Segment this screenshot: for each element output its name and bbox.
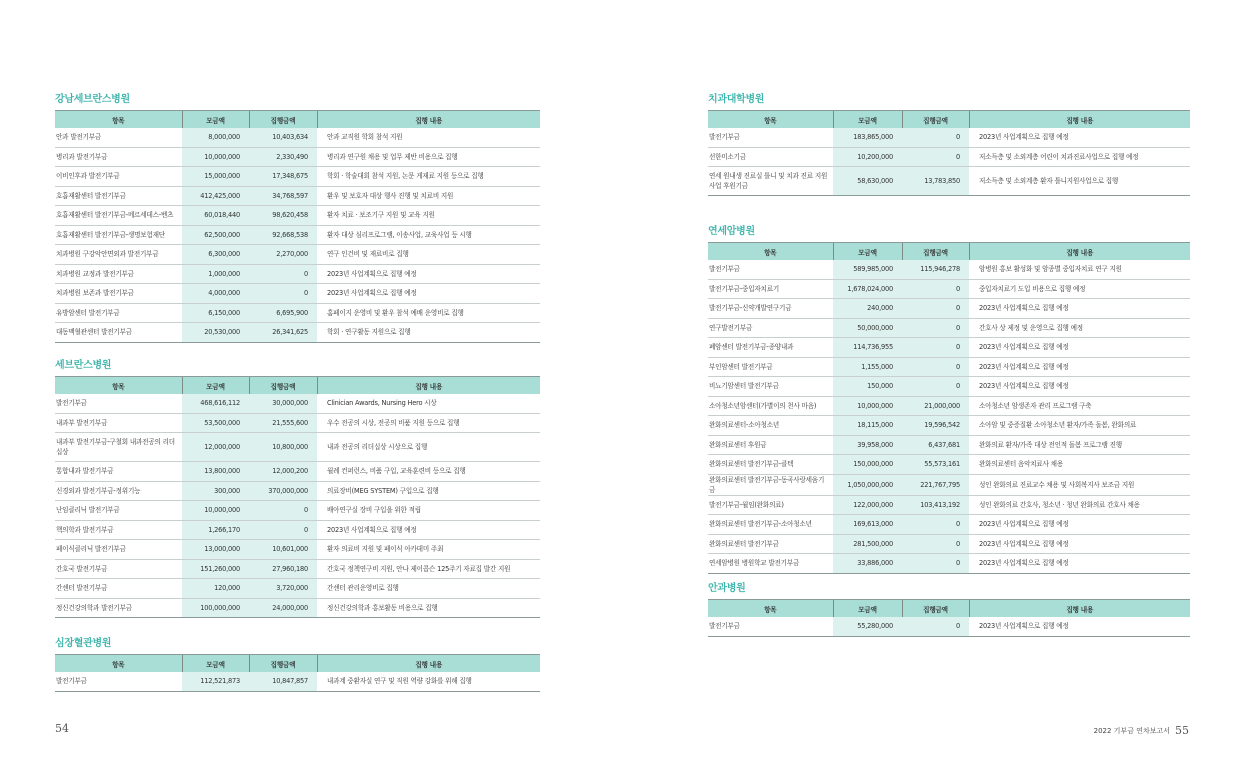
cell-raised: 10,000,000 [182, 501, 249, 521]
section-title: 심장혈관병원 [55, 638, 112, 649]
section-eye-hospital [708, 582, 1190, 637]
table-row [708, 554, 1190, 574]
cell-raised: 114,736,955 [833, 338, 902, 358]
cell-description: 소아청소년 암생존자 관리 프로그램 구축 [969, 396, 1190, 416]
header-description: 집행 내용 [317, 377, 540, 395]
table-header-row [708, 111, 1190, 129]
cell-description: 완화의료 환자/가족 대상 전인적 돌봄 프로그램 진행 [969, 435, 1190, 455]
header-description: 집행 내용 [317, 655, 540, 673]
cell-raised: 10,200,000 [833, 147, 902, 167]
donation-table [708, 242, 1190, 574]
cell-raised: 468,616,112 [182, 394, 249, 413]
cell-raised: 60,018,440 [182, 206, 249, 226]
cell-spent: 6,437,681 [902, 435, 969, 455]
table-row [708, 435, 1190, 455]
cell-raised: 8,000,000 [182, 128, 249, 147]
cell-spent: 10,847,857 [249, 672, 317, 691]
cell-description: 내과 전공의 리더십상 시상으로 집행 [317, 433, 540, 462]
table-row [55, 128, 540, 147]
cell-spent: 10,403,634 [249, 128, 317, 147]
header-item: 항목 [55, 377, 182, 395]
cell-spent: 3,720,000 [249, 579, 317, 599]
cell-description: Clinician Awards, Nursing Hero 시상 [317, 394, 540, 413]
cell-spent: 0 [249, 284, 317, 304]
cell-raised: 281,500,000 [833, 534, 902, 554]
cell-raised: 10,000,000 [833, 396, 902, 416]
cell-raised: 12,000,000 [182, 433, 249, 462]
cell-item: 호흡재활센터 발전기부금-생명보험재단 [55, 225, 182, 245]
cell-item: 발전기부금-신약개발연구기금 [708, 299, 833, 319]
cell-spent: 0 [902, 534, 969, 554]
table-header-row [55, 377, 540, 395]
donation-table [55, 654, 540, 692]
cell-description: 환우 및 보호자 대상 행사 진행 및 치료비 지원 [317, 186, 540, 206]
header-spent: 집행금액 [249, 655, 317, 673]
cell-spent: 27,960,180 [249, 559, 317, 579]
cell-spent: 0 [902, 357, 969, 377]
cell-raised: 183,865,000 [833, 128, 902, 147]
cell-spent: 0 [902, 147, 969, 167]
cell-raised: 120,000 [182, 579, 249, 599]
header-description: 집행 내용 [969, 243, 1190, 261]
header-description: 집행 내용 [969, 600, 1190, 618]
cell-spent: 21,555,600 [249, 413, 317, 433]
cell-item: 발전기부금-중입자치료기 [708, 279, 833, 299]
cell-description: 2023년 사업계획으로 집행 예정 [969, 534, 1190, 554]
cell-spent: 17,348,675 [249, 167, 317, 187]
table-row [55, 303, 540, 323]
table-row [708, 534, 1190, 554]
cell-description: 성인 완화의료 진료교수 채용 및 사회복지사 보조금 지원 [969, 474, 1190, 495]
cell-raised: 151,260,000 [182, 559, 249, 579]
table-row [708, 455, 1190, 475]
header-item: 항목 [708, 600, 833, 618]
cell-item: 발전기부금 [708, 260, 833, 279]
cell-description: 내과계 중환자실 연구 및 직원 역량 강화를 위해 집행 [317, 672, 540, 691]
cell-item: 정신건강의학과 발전기부금 [55, 598, 182, 618]
cell-raised: 58,630,000 [833, 167, 902, 196]
cell-spent: 21,000,000 [902, 396, 969, 416]
cell-item: 간센터 발전기부금 [55, 579, 182, 599]
cell-item: 완화의료센터 발전기부금 [708, 534, 833, 554]
cell-raised: 4,000,000 [182, 284, 249, 304]
cell-description: 저소득층 및 소외계층 어린이 치과진료사업으로 집행 예정 [969, 147, 1190, 167]
header-item: 항목 [55, 111, 182, 129]
cell-description: 암병원 홍보 활성화 및 암종별 중입자치료 연구 지원 [969, 260, 1190, 279]
cell-item: 병리과 발전기부금 [55, 147, 182, 167]
table-row [708, 617, 1190, 636]
header-raised: 모금액 [833, 600, 902, 618]
table-row [708, 357, 1190, 377]
cell-description: 정신건강의학과 홍보활동 비용으로 집행 [317, 598, 540, 618]
cell-description: 2023년 사업계획으로 집행 예정 [317, 520, 540, 540]
cell-description: 월례 컨퍼런스, 비품 구입, 교육훈련비 등으로 집행 [317, 462, 540, 482]
cell-spent: 0 [249, 264, 317, 284]
table-row [55, 323, 540, 343]
cell-item: 완화의료센터 발전기부금-소아청소년 [708, 515, 833, 535]
cell-item: 완화의료센터 발전기부금-클텍 [708, 455, 833, 475]
cell-item: 유방암센터 발전기부금 [55, 303, 182, 323]
cell-raised: 6,300,000 [182, 245, 249, 265]
cell-description: 중입자치료기 도입 비용으로 집행 예정 [969, 279, 1190, 299]
cell-raised: 18,115,000 [833, 416, 902, 436]
cell-item: 발전기부금-월임(완화의료) [708, 495, 833, 515]
header-spent: 집행금액 [902, 243, 969, 261]
table-row [708, 377, 1190, 397]
cell-description: 연구 인건비 및 재료비로 집행 [317, 245, 540, 265]
cell-spent: 0 [902, 554, 969, 574]
cell-description: 의료장비(MEG SYSTEM) 구입으로 집행 [317, 481, 540, 501]
cell-item: 완화의료센터 후원금 [708, 435, 833, 455]
cell-raised: 15,000,000 [182, 167, 249, 187]
page-footer [1094, 724, 1189, 737]
cell-raised: 589,985,000 [833, 260, 902, 279]
cell-description: 2023년 사업계획으로 집행 예정 [969, 357, 1190, 377]
cell-item: 치과병원 보존과 발전기부금 [55, 284, 182, 304]
cell-item: 안과 발전기부금 [55, 128, 182, 147]
header-raised: 모금액 [833, 111, 902, 129]
cell-raised: 20,530,000 [182, 323, 249, 343]
cell-item: 이비인후과 발전기부금 [55, 167, 182, 187]
cell-description: 환자 치료 · 보조기구 지원 및 교육 지원 [317, 206, 540, 226]
cell-spent: 0 [249, 501, 317, 521]
table-row [55, 394, 540, 413]
cell-spent: 0 [902, 515, 969, 535]
cell-spent: 12,000,200 [249, 462, 317, 482]
table-row [55, 147, 540, 167]
header-raised: 모금액 [182, 111, 249, 129]
cell-raised: 6,150,000 [182, 303, 249, 323]
header-raised: 모금액 [182, 655, 249, 673]
table-row [55, 579, 540, 599]
cell-item: 치과병원 구강악안면외과 발전기부금 [55, 245, 182, 265]
cell-item: 발전기부금 [55, 672, 182, 691]
donation-table [55, 376, 540, 618]
cell-raised: 122,000,000 [833, 495, 902, 515]
cell-spent: 24,000,000 [249, 598, 317, 618]
cell-spent: 10,601,000 [249, 540, 317, 560]
page-number-right: 55 [1175, 724, 1189, 737]
header-spent: 집행금액 [249, 111, 317, 129]
cell-spent: 103,413,192 [902, 495, 969, 515]
table-row [55, 225, 540, 245]
cell-spent: 19,596,542 [902, 416, 969, 436]
table-row [708, 474, 1190, 495]
cell-item: 간호국 발전기부금 [55, 559, 182, 579]
table-row [708, 279, 1190, 299]
cell-description: 저소득층 및 소외계층 환자 틀니지원사업으로 집행 [969, 167, 1190, 196]
cell-item: 비뇨기암센터 발전기부금 [708, 377, 833, 397]
cell-item: 완화의료센터 발전기부금-동곡사랑세움기금 [708, 474, 833, 495]
table-row [708, 260, 1190, 279]
header-item: 항목 [55, 655, 182, 673]
page-number-left: 54 [55, 722, 69, 735]
cell-raised: 150,000 [833, 377, 902, 397]
table-row [55, 672, 540, 691]
cell-item: 부인암센터 발전기부금 [708, 357, 833, 377]
section-dental-hospital [708, 93, 1190, 196]
table-row [55, 186, 540, 206]
header-item: 항목 [708, 111, 833, 129]
cell-description: 2023년 사업계획으로 집행 예정 [969, 128, 1190, 147]
header-raised: 모금액 [182, 377, 249, 395]
header-spent: 집행금액 [249, 377, 317, 395]
cell-description: 간호국 정책연구비 지원, 안나 제이콥슨 125주기 자료집 발간 지원 [317, 559, 540, 579]
cell-description: 2023년 사업계획으로 집행 예정 [317, 264, 540, 284]
table-row [708, 396, 1190, 416]
table-row [708, 318, 1190, 338]
cell-item: 내과부 발전기부금-구철회 내과전공의 리더십상 [55, 433, 182, 462]
cell-spent: 26,341,625 [249, 323, 317, 343]
cell-raised: 300,000 [182, 481, 249, 501]
cell-item: 난임클리닉 발전기부금 [55, 501, 182, 521]
cell-item: 연세암병원 병원학교 발전기부금 [708, 554, 833, 574]
table-row [708, 147, 1190, 167]
cell-item: 신경외과 발전기부금-정위기능 [55, 481, 182, 501]
table-row [708, 128, 1190, 147]
section-title: 연세암병원 [708, 226, 755, 237]
cell-raised: 53,500,000 [182, 413, 249, 433]
cell-item: 소아청소년암센터(가별이의 천사 마음) [708, 396, 833, 416]
cell-spent: 115,946,278 [902, 260, 969, 279]
cell-raised: 50,000,000 [833, 318, 902, 338]
header-raised: 모금액 [833, 243, 902, 261]
cell-raised: 1,000,000 [182, 264, 249, 284]
table-row [55, 462, 540, 482]
cell-item: 발전기부금 [55, 394, 182, 413]
header-spent: 집행금액 [902, 600, 969, 618]
section-title: 강남세브란스병원 [55, 94, 130, 105]
cell-description: 소아암 및 중증질환 소아청소년 환자/가족 돌봄, 완화의료 [969, 416, 1190, 436]
table-row [55, 433, 540, 462]
cell-spent: 0 [902, 318, 969, 338]
header-spent: 집행금액 [902, 111, 969, 129]
table-header-row [55, 655, 540, 673]
cell-description: 성인 완화의료 간호사, 청소년 · 청년 완화의료 간호사 채용 [969, 495, 1190, 515]
table-row [55, 540, 540, 560]
table-row [55, 284, 540, 304]
cell-raised: 1,050,000,000 [833, 474, 902, 495]
table-row [708, 416, 1190, 436]
table-row [55, 481, 540, 501]
cell-raised: 412,425,000 [182, 186, 249, 206]
cell-item: 폐암센터 발전기부금-종양내과 [708, 338, 833, 358]
cell-item: 연세 원내생 진료실 틀니 및 치과 진료 지원사업 후원기금 [708, 167, 833, 196]
cell-item: 발전기부금 [708, 128, 833, 147]
cell-spent: 0 [902, 299, 969, 319]
cell-spent: 98,620,458 [249, 206, 317, 226]
table-row [708, 495, 1190, 515]
cell-spent: 13,783,850 [902, 167, 969, 196]
cell-description: 학회 · 학술대회 참석 지원, 논문 게재료 지원 등으로 집행 [317, 167, 540, 187]
table-row [55, 501, 540, 521]
donation-table [708, 110, 1190, 196]
cell-raised: 100,000,000 [182, 598, 249, 618]
cell-raised: 1,678,024,000 [833, 279, 902, 299]
table-header-row [708, 600, 1190, 618]
cell-spent: 55,573,161 [902, 455, 969, 475]
header-description: 집행 내용 [969, 111, 1190, 129]
cell-spent: 0 [902, 279, 969, 299]
cell-item: 핵의학과 발전기부금 [55, 520, 182, 540]
section-cancer-hospital [708, 225, 1190, 574]
cell-raised: 240,000 [833, 299, 902, 319]
cell-item: 연구발전기부금 [708, 318, 833, 338]
cell-description: 배아연구실 장비 구입을 위한 적립 [317, 501, 540, 521]
cell-spent: 92,668,538 [249, 225, 317, 245]
table-row [708, 299, 1190, 319]
section-title: 치과대학병원 [708, 94, 765, 105]
cell-item: 페이식클리닉 발전기부금 [55, 540, 182, 560]
table-row [55, 245, 540, 265]
cell-raised: 33,886,000 [833, 554, 902, 574]
cell-description: 2023년 사업계획으로 집행 예정 [317, 284, 540, 304]
cell-spent: 370,000,000 [249, 481, 317, 501]
cell-spent: 2,270,000 [249, 245, 317, 265]
cell-item: 호흡재활센터 발전기부금-메르세데스-벤츠 [55, 206, 182, 226]
cell-description: 홈페이지 운영비 및 환우 참석 예배 운영비로 집행 [317, 303, 540, 323]
cell-item: 호흡재활센터 발전기부금 [55, 186, 182, 206]
cell-spent: 30,000,000 [249, 394, 317, 413]
cell-spent: 0 [902, 377, 969, 397]
cell-description: 안과 교직원 학회 참석 지원 [317, 128, 540, 147]
table-header-row [55, 111, 540, 129]
donation-table [55, 110, 540, 343]
cell-description: 2023년 사업계획으로 집행 예정 [969, 338, 1190, 358]
cell-item: 발전기부금 [708, 617, 833, 636]
cell-raised: 13,000,000 [182, 540, 249, 560]
cell-description: 학회 · 연구활동 지원으로 집행 [317, 323, 540, 343]
cell-raised: 1,266,170 [182, 520, 249, 540]
cell-description: 간센터 관리운영비로 집행 [317, 579, 540, 599]
cell-description: 완화의료센터 음악치료사 채용 [969, 455, 1190, 475]
cell-raised: 55,280,000 [833, 617, 902, 636]
table-row [55, 206, 540, 226]
cell-item: 선한미소기금 [708, 147, 833, 167]
cell-raised: 1,155,000 [833, 357, 902, 377]
cell-raised: 13,800,000 [182, 462, 249, 482]
cell-item: 치과병원 교정과 발전기부금 [55, 264, 182, 284]
cell-spent: 221,767,795 [902, 474, 969, 495]
cell-description: 2023년 사업계획으로 집행 예정 [969, 617, 1190, 636]
cell-spent: 0 [902, 338, 969, 358]
table-row [55, 264, 540, 284]
table-row [55, 598, 540, 618]
cell-spent: 0 [902, 617, 969, 636]
cell-description: 2023년 사업계획으로 집행 예정 [969, 554, 1190, 574]
cell-item: 내과부 발전기부금 [55, 413, 182, 433]
cell-raised: 150,000,000 [833, 455, 902, 475]
cell-spent: 6,695,900 [249, 303, 317, 323]
table-row [55, 413, 540, 433]
cell-spent: 0 [902, 128, 969, 147]
cell-raised: 10,000,000 [182, 147, 249, 167]
table-row [708, 167, 1190, 196]
cell-raised: 62,500,000 [182, 225, 249, 245]
section-cardiovascular [55, 637, 540, 692]
header-item: 항목 [708, 243, 833, 261]
section-title: 세브란스병원 [55, 360, 112, 371]
section-title: 안과병원 [708, 583, 746, 594]
table-header-row [708, 243, 1190, 261]
cell-raised: 112,521,873 [182, 672, 249, 691]
cell-description: 2023년 사업계획으로 집행 예정 [969, 515, 1190, 535]
cell-spent: 0 [249, 520, 317, 540]
cell-description: 2023년 사업계획으로 집행 예정 [969, 299, 1190, 319]
cell-description: 간호사 상 제정 및 운영으로 집행 예정 [969, 318, 1190, 338]
donation-table [708, 599, 1190, 637]
cell-spent: 34,768,597 [249, 186, 317, 206]
section-severance [55, 359, 540, 618]
cell-description: 우수 전공의 시상, 전공의 비품 지원 등으로 집행 [317, 413, 540, 433]
cell-raised: 39,958,000 [833, 435, 902, 455]
cell-spent: 2,330,490 [249, 147, 317, 167]
table-row [55, 559, 540, 579]
cell-description: 병리과 연구원 채용 및 업무 제반 비용으로 집행 [317, 147, 540, 167]
cell-raised: 169,613,000 [833, 515, 902, 535]
cell-spent: 10,800,000 [249, 433, 317, 462]
table-row [708, 515, 1190, 535]
cell-item: 완화의료센터-소아청소년 [708, 416, 833, 436]
section-gangnam-severance [55, 93, 540, 343]
cell-description: 2023년 사업계획으로 집행 예정 [969, 377, 1190, 397]
table-row [55, 520, 540, 540]
cell-description: 환자 대상 심리프로그램, 이송사업, 교육사업 등 시행 [317, 225, 540, 245]
table-row [708, 338, 1190, 358]
header-description: 집행 내용 [317, 111, 540, 129]
table-row [55, 167, 540, 187]
cell-description: 환자 의료비 지원 및 페이식 아카데미 주최 [317, 540, 540, 560]
report-title: 2022 기부금 연차보고서 [1093, 726, 1170, 735]
cell-item: 통합내과 발전기부금 [55, 462, 182, 482]
cell-item: 대동맥혈관센터 발전기부금 [55, 323, 182, 343]
